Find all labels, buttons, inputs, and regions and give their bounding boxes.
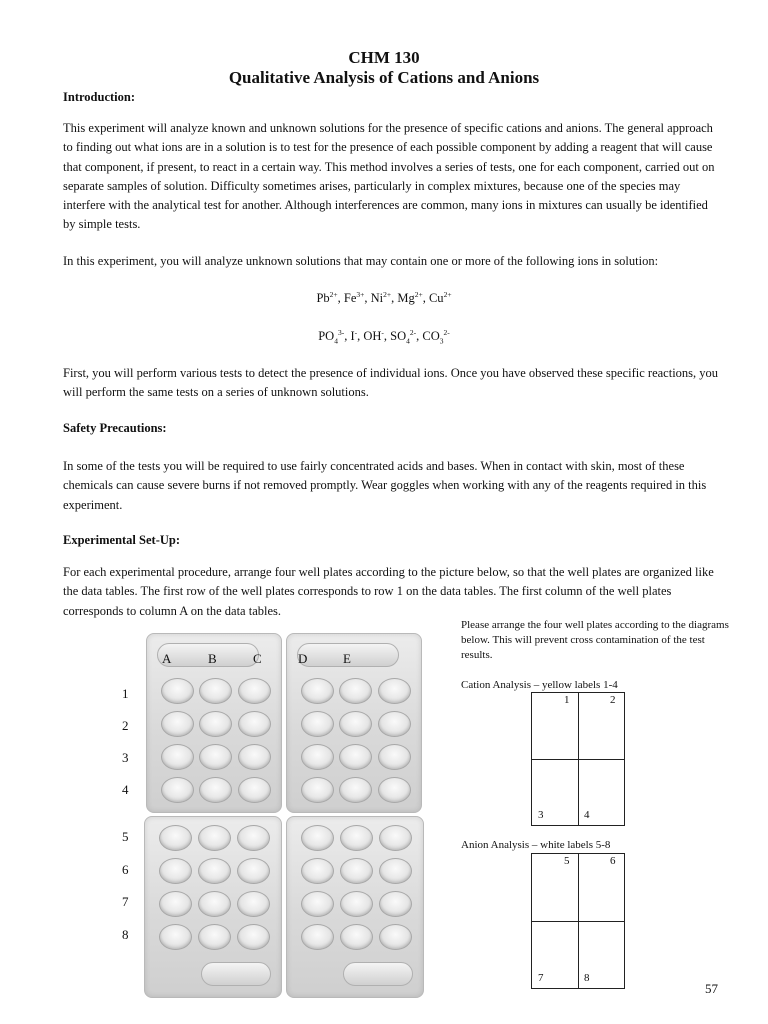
- row-label-7: 7: [122, 894, 129, 909]
- well: [378, 744, 411, 770]
- well: [301, 777, 334, 803]
- well: [340, 924, 373, 950]
- well: [199, 678, 232, 704]
- well-plate-bottom-left: [144, 816, 282, 998]
- well: [238, 744, 271, 770]
- row-label-5: 5: [122, 829, 129, 844]
- well: [379, 891, 412, 917]
- well: [378, 711, 411, 737]
- anion-list: $PO_4^{3-}$, I-, OH-, $SO_4^{2-}$, $CO_3^{2-}$: [318, 328, 450, 346]
- column-label-b: B: [208, 651, 217, 666]
- quadrant-label: 8: [584, 972, 590, 984]
- well: [237, 825, 270, 851]
- well: [199, 777, 232, 803]
- well: [159, 924, 192, 950]
- well: [198, 891, 231, 917]
- introduction-paragraph: This experiment will analyze known and unknown solutions for the presence of specific cations and anions. The general approach to finding out what ions are in a solution is to test for the presence of each possible component by adding a reagent that will cause that component, if present, to react in a certain way. This method involves a series of tests, one for each component, carried out on separate samples of solution. Difficulty sometimes arises, particularly in complex mixtures, because one of the species may interfere with the analytical test for another. Although interferences are common, many ions in mixtures can usually be identified by simple tests.: [63, 121, 715, 232]
- well: [161, 744, 194, 770]
- row-label-1: 1: [122, 686, 129, 701]
- quadrant-label: 5: [564, 855, 570, 867]
- well: [379, 858, 412, 884]
- cation-analysis-label: Cation Analysis – yellow labels 1-4: [461, 679, 618, 691]
- well: [340, 825, 373, 851]
- well: [198, 858, 231, 884]
- well: [198, 924, 231, 950]
- well: [238, 711, 271, 737]
- well: [161, 777, 194, 803]
- setup-paragraph: For each experimental procedure, arrange four well plates according to the picture below, so that the well plates are organized like the data tables. The first row of the well plates corresponds to row 1 on the data tables. The first column of the well plates corresponds to column A on the data tables.: [63, 565, 714, 618]
- course-title: CHM 130: [348, 48, 420, 67]
- plate-label-slot: [343, 962, 413, 986]
- row-label-8: 8: [122, 927, 129, 942]
- well: [199, 744, 232, 770]
- procedure-overview: First, you will perform various tests to detect the presence of individual ions. Once you have observed these specific reactions, you will perform the same tests on a series of unknown solutions.: [63, 366, 719, 400]
- well: [198, 825, 231, 851]
- well: [199, 711, 232, 737]
- well: [237, 924, 270, 950]
- well: [159, 858, 192, 884]
- well: [159, 891, 192, 917]
- quadrant-label: 6: [610, 855, 616, 867]
- well: [159, 825, 192, 851]
- setup-heading: Experimental Set-Up:: [63, 533, 180, 547]
- quadrant-label: 1: [564, 694, 570, 706]
- well: [301, 825, 334, 851]
- well: [237, 891, 270, 917]
- well-plate-bottom-right: [286, 816, 424, 998]
- well: [379, 924, 412, 950]
- quadrant-label: 7: [538, 972, 544, 984]
- well: [379, 825, 412, 851]
- cation-layout-diagram: [531, 692, 625, 826]
- well: [301, 858, 334, 884]
- well: [339, 711, 372, 737]
- well: [339, 744, 372, 770]
- well: [301, 678, 334, 704]
- safety-paragraph: In some of the tests you will be required to use fairly concentrated acids and bases. When in contact with skin, most of these chemicals can cause severe burns if not removed promptly. Wear goggles when working with any of the reagents required in this experiment.: [63, 459, 707, 512]
- row-label-4: 4: [122, 782, 129, 797]
- well: [340, 891, 373, 917]
- well: [378, 678, 411, 704]
- arrangement-note: Please arrange the four well plates according to the diagrams below. This will prevent cross contamination of the test results.: [461, 619, 729, 661]
- well: [238, 678, 271, 704]
- well: [161, 711, 194, 737]
- well: [301, 891, 334, 917]
- anion-layout-diagram: [531, 853, 625, 989]
- column-label-d: D: [298, 651, 308, 666]
- well: [378, 777, 411, 803]
- row-label-6: 6: [122, 862, 129, 877]
- well: [301, 744, 334, 770]
- cation-list: $Pb^{2+}$, $Fe^{3+}$, $Ni^{2+}$, $Mg^{2+}$, $Cu^{2+}$: [316, 290, 452, 306]
- anion-analysis-label: Anion Analysis – white labels 5-8: [461, 839, 611, 851]
- page-number: 57: [705, 981, 718, 996]
- well: [237, 858, 270, 884]
- row-label-2: 2: [122, 718, 129, 733]
- well: [339, 678, 372, 704]
- introduction-heading: Introduction:: [63, 90, 136, 104]
- document-title: Qualitative Analysis of Cations and Anions: [228, 68, 540, 87]
- row-label-3: 3: [122, 750, 129, 765]
- safety-heading: Safety Precautions:: [63, 421, 167, 435]
- ion-list-intro: In this experiment, you will analyze unknown solutions that may contain one or more of the following ions in solution:: [63, 254, 659, 268]
- column-label-c: C: [253, 651, 262, 666]
- well: [161, 678, 194, 704]
- column-label-e: E: [343, 651, 351, 666]
- quadrant-label: 4: [584, 809, 590, 821]
- quadrant-label: 3: [538, 809, 544, 821]
- well: [340, 858, 373, 884]
- well: [238, 777, 271, 803]
- column-label-a: A: [162, 651, 172, 666]
- well: [301, 711, 334, 737]
- plate-label-slot: [201, 962, 271, 986]
- quadrant-label: 2: [610, 694, 616, 706]
- well: [339, 777, 372, 803]
- well: [301, 924, 334, 950]
